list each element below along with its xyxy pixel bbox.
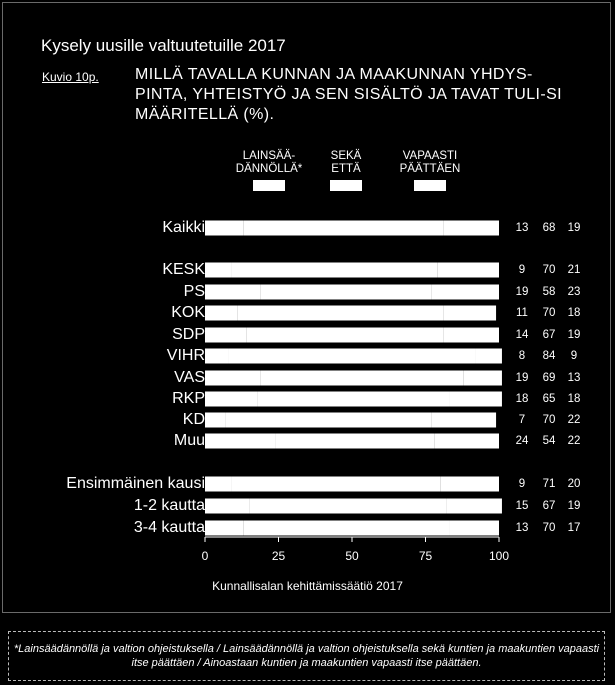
- bar-1-2-kautta-series-1: [205, 499, 249, 514]
- bar-ensimmäinen-kausi-series-3: [440, 477, 499, 492]
- value-label: 19: [567, 329, 581, 341]
- value-label: 71: [542, 478, 556, 490]
- value-label: 15: [515, 500, 529, 512]
- value-label: 70: [542, 522, 556, 534]
- bar-rkp-series-3: [449, 392, 502, 407]
- source-note: Kunnallisalan kehittämissäätiö 2017: [212, 579, 403, 593]
- value-label: 13: [567, 372, 581, 384]
- value-label: 9: [570, 350, 578, 362]
- figure-label: Kuvio 10p.: [42, 70, 99, 84]
- category-label: RKP: [172, 390, 205, 407]
- bar-rkp-series-2: [258, 392, 449, 407]
- category-label: KOK: [171, 304, 205, 321]
- value-label: 70: [542, 414, 556, 426]
- survey-title: Kysely uusille valtuutetuille 2017: [41, 36, 286, 55]
- category-label: 3-4 kautta: [133, 519, 205, 536]
- value-label: 9: [518, 264, 526, 276]
- value-label: 22: [567, 414, 581, 426]
- legend-label: SEKÄ ETTÄ: [330, 150, 362, 175]
- bar-kaikki-series-2: [243, 221, 443, 236]
- bar-vihr-series-2: [229, 349, 476, 364]
- value-label: 19: [515, 286, 529, 298]
- bar-vihr-series-3: [475, 349, 501, 364]
- value-label: 14: [515, 329, 529, 341]
- bar-3-4-kautta-series-1: [205, 521, 243, 536]
- value-label: 9: [518, 478, 526, 490]
- legend-label: LAINSÄÄ- DÄNNÖLLÄ*: [235, 150, 303, 175]
- bar-ps-series-2: [261, 285, 432, 300]
- x-tick-label: 75: [418, 549, 433, 563]
- value-label: 7: [518, 414, 526, 426]
- value-label: 18: [567, 307, 581, 319]
- category-label: VIHR: [166, 347, 205, 364]
- bar-ps-series-1: [205, 285, 261, 300]
- category-label: KESK: [162, 261, 205, 278]
- category-label: VAS: [174, 369, 205, 386]
- bar-kesk-series-3: [437, 263, 499, 278]
- value-label: 23: [567, 286, 581, 298]
- footnote: *Lainsäädännöllä ja valtion ohjeistuksella / Lainsäädännöllä ja valtion ohjeistuksella sekä kuntien ja maakuntien vapaasti itse päättäen / Ainoastaan kuntien ja maakuntien vapaasti itse päättäen.: [8, 631, 605, 681]
- category-label: PS: [183, 283, 205, 300]
- bar-kesk-series-2: [231, 263, 437, 278]
- bar-kd-series-1: [205, 413, 226, 428]
- figure-title: MILLÄ TAVALLA KUNNAN JA MAAKUNNAN YHDYS-PINTA, YHTEISTYÖ JA SEN SISÄLTÖ JA TAVAT TULI-SI MÄÄRITELLÄ (%).: [135, 66, 563, 123]
- bar-kaikki-series-3: [443, 221, 499, 236]
- value-label: 19: [515, 372, 529, 384]
- bar-sdp-series-2: [246, 328, 443, 343]
- bar-vas-series-1: [205, 371, 261, 386]
- value-label: 8: [518, 350, 526, 362]
- bar-muu-series-2: [276, 434, 435, 449]
- bar-vihr-series-1: [205, 349, 229, 364]
- bar-muu-series-3: [434, 434, 499, 449]
- category-label: SDP: [172, 326, 205, 343]
- value-label: 84: [542, 350, 556, 362]
- value-label: 18: [567, 393, 581, 405]
- bar-rkp-series-1: [205, 392, 258, 407]
- x-tick-label: 25: [271, 549, 286, 563]
- category-label: 1-2 kautta: [133, 497, 205, 514]
- bar-kaikki-series-1: [205, 221, 243, 236]
- bar-muu-series-1: [205, 434, 276, 449]
- category-label: KD: [182, 411, 205, 428]
- bar-kd-series-2: [226, 413, 432, 428]
- value-label: 13: [515, 222, 529, 234]
- bar-kesk-series-1: [205, 263, 231, 278]
- value-label: 54: [542, 435, 556, 447]
- value-label: 18: [515, 393, 529, 405]
- value-label: 68: [542, 222, 556, 234]
- bar-ensimmäinen-kausi-series-2: [231, 477, 440, 492]
- value-label: 70: [542, 264, 556, 276]
- bar-ensimmäinen-kausi-series-1: [205, 477, 231, 492]
- bar-3-4-kautta-series-2: [243, 521, 449, 536]
- bar-kok-series-1: [205, 306, 237, 321]
- value-label: 22: [567, 435, 581, 447]
- value-label: 67: [542, 500, 556, 512]
- legend-label: VAPAASTI PÄÄTTÄEN: [399, 150, 461, 175]
- bar-3-4-kautta-series-3: [449, 521, 499, 536]
- value-label: 13: [515, 522, 529, 534]
- bar-sdp-series-1: [205, 328, 246, 343]
- value-label: 17: [567, 522, 581, 534]
- bar-1-2-kautta-series-2: [249, 499, 446, 514]
- value-label: 58: [542, 286, 556, 298]
- category-label: Muu: [173, 432, 205, 449]
- value-label: 24: [515, 435, 529, 447]
- value-label: 11: [516, 307, 528, 319]
- x-tick-label: 0: [201, 549, 209, 563]
- x-tick-label: 50: [345, 549, 359, 563]
- bar-ps-series-3: [431, 285, 499, 300]
- value-label: 69: [542, 372, 556, 384]
- x-tick-label: 100: [488, 549, 510, 563]
- value-label: 19: [567, 500, 581, 512]
- bar-sdp-series-3: [443, 328, 499, 343]
- value-label: 65: [542, 393, 556, 405]
- bar-1-2-kautta-series-3: [446, 499, 502, 514]
- bar-kd-series-3: [431, 413, 496, 428]
- bar-vas-series-2: [261, 371, 464, 386]
- category-label: Kaikki: [162, 219, 205, 236]
- bar-vas-series-3: [464, 371, 502, 386]
- bar-kok-series-3: [443, 306, 496, 321]
- value-label: 67: [542, 329, 556, 341]
- value-label: 21: [567, 264, 581, 276]
- category-label: Ensimmäinen kausi: [66, 475, 205, 492]
- bar-kok-series-2: [237, 306, 443, 321]
- value-label: 20: [567, 478, 581, 490]
- value-label: 19: [567, 222, 581, 234]
- value-label: 70: [542, 307, 556, 319]
